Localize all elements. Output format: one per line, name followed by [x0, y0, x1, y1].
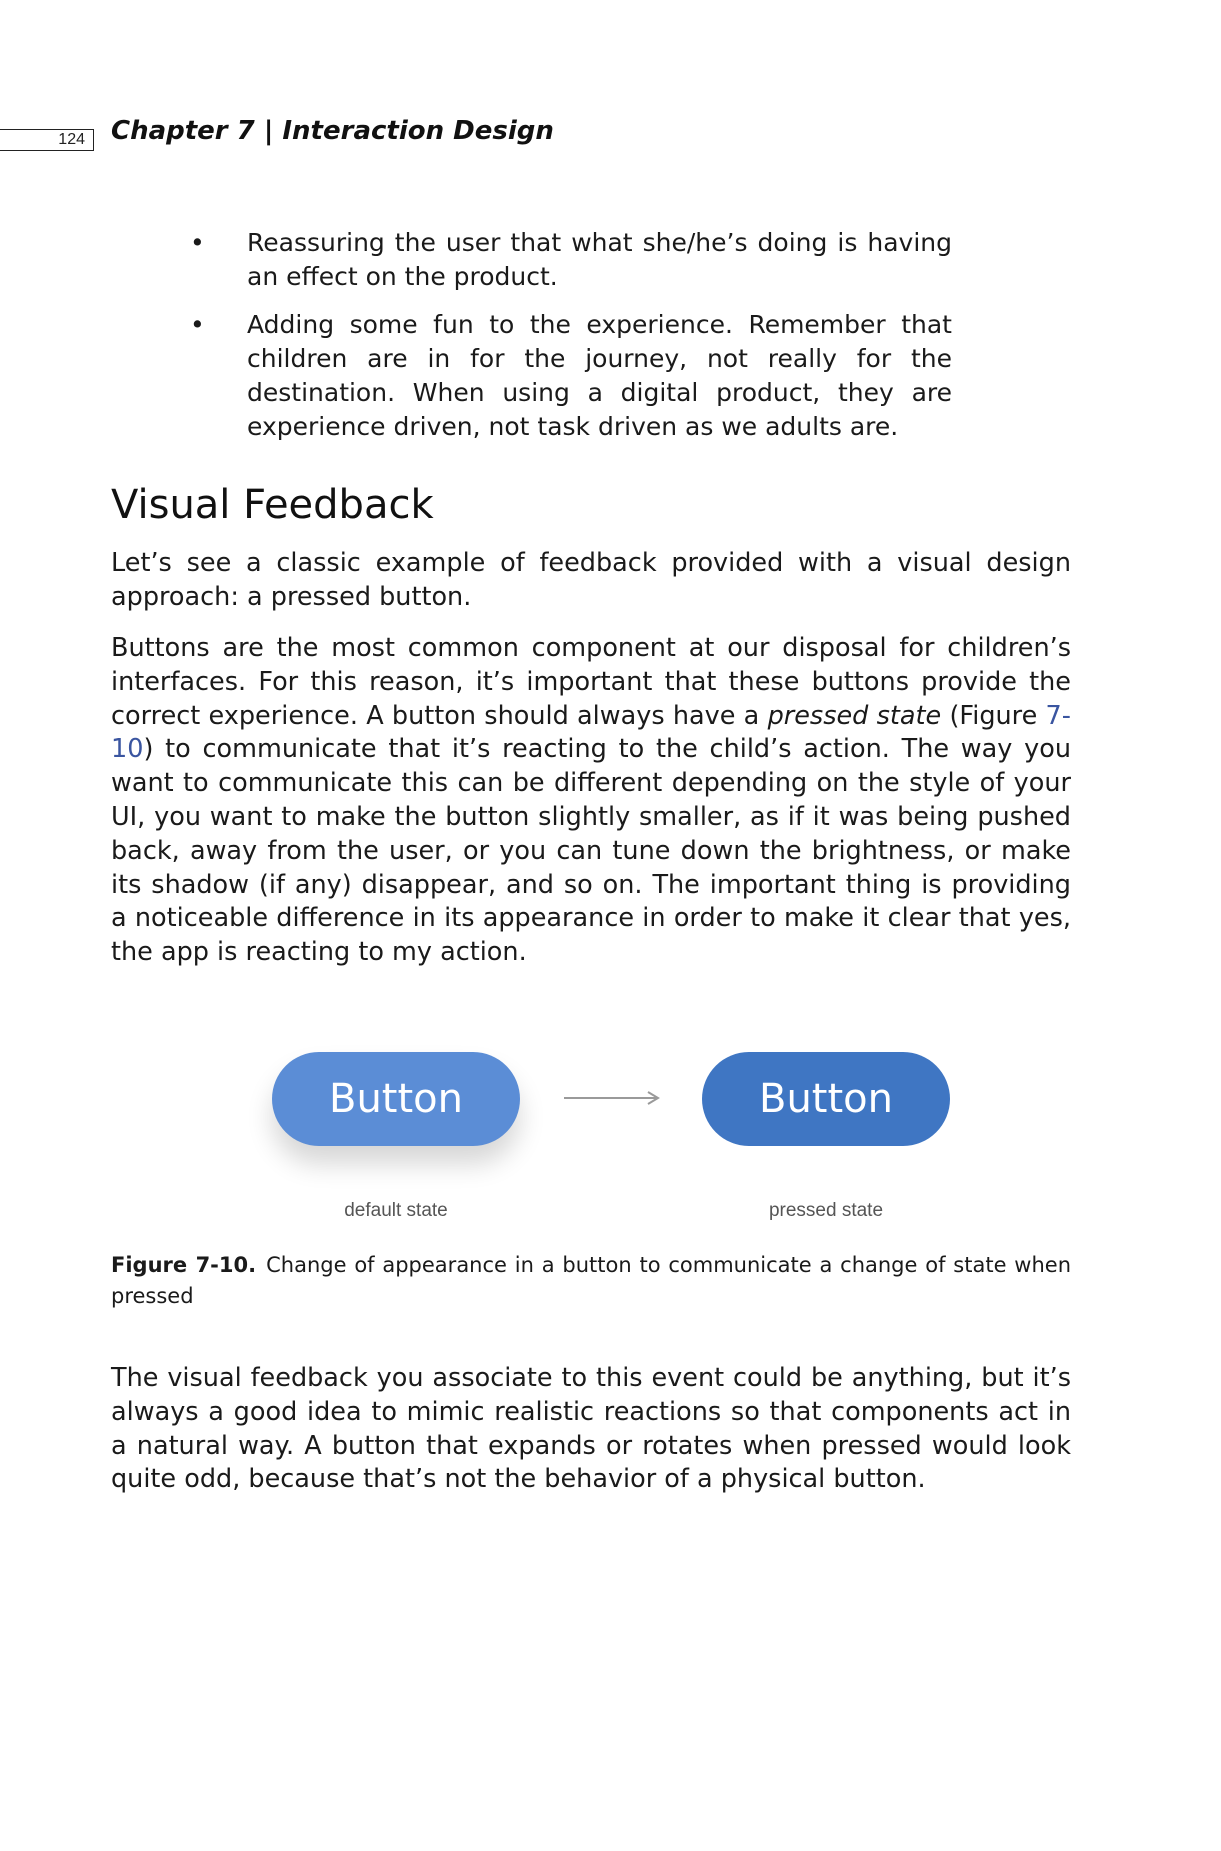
paragraph-conclusion: The visual feedback you associate to this event could be anything, but it’s always a good idea to mimic realistic reactions so that components act in a natural way. A button that expands or rotates when pressed would look quite odd, because that’s not the behavior of a physical button.	[111, 1363, 1071, 1495]
paragraph-intro: Let’s see a classic example of feedback provided with a visual design approach: a pressed button.	[111, 548, 1071, 612]
arrow-right-icon	[562, 1086, 662, 1110]
bullet-list	[190, 226, 952, 458]
pressed-state-label: pressed state	[768, 1200, 884, 1221]
bullet-text: Adding some fun to the experience. Remember that children are in for the journey, not really for the destination. When using a digital product, they are experience driven, not task driven as we adults are.	[247, 310, 952, 441]
bullet-icon: •	[190, 228, 205, 257]
pressed-state-button: Button	[702, 1052, 950, 1146]
bullet-item	[190, 226, 952, 294]
figure-7-10	[260, 1040, 980, 1230]
caption-text: Change of appearance in a button to communicate a change of state when pressed	[111, 1253, 1072, 1308]
default-state-label: default state	[344, 1200, 448, 1221]
bullet-item	[190, 308, 952, 444]
section-heading: Visual Feedback	[111, 482, 434, 528]
bullet-icon: •	[190, 310, 205, 339]
paragraph-buttons	[111, 632, 1071, 970]
caption-label: Figure 7-10.	[111, 1253, 257, 1277]
running-header: Chapter 7 | Interaction Design	[111, 116, 554, 146]
emphasis-text: pressed state	[767, 700, 942, 731]
default-state-button: Button	[272, 1052, 520, 1146]
text-run: ) to communicate that it’s reacting to the child’s action. The way you want to communicate this can be different depending on the style of your UI, you want to make the button slightly smaller, as if it was being pushed back, away from the user, or you can tune down the brightness, or make its shadow (if any) disappear, and so on. The important thing is providing a noticeable difference in its appearance in order to make it clear that yes, the app is reacting to my action.	[111, 734, 1071, 968]
text-run: Buttons are the most common component at our disposal for children’s interfaces. For this reason, it’s important that these buttons provide the correct experience. A button should always have a	[111, 633, 1071, 731]
bullet-text: Reassuring the user that what she/he’s doing is having an effect on the product.	[247, 228, 952, 291]
figure-link[interactable]: 7-10	[111, 700, 1071, 765]
figure-caption	[111, 1250, 1071, 1312]
text-run: (Figure	[941, 700, 1046, 731]
page-number: 124	[0, 129, 94, 151]
